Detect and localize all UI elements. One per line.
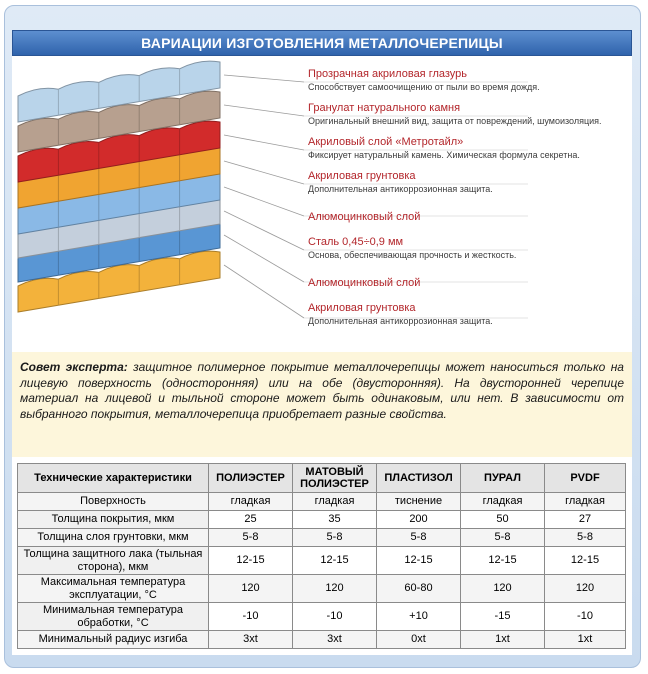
table-cell: -10	[545, 603, 626, 631]
layers-diagram	[12, 56, 632, 352]
header-cell: Технические характеристики	[18, 464, 209, 493]
leader-line	[224, 265, 304, 318]
header-cell: ПУРАЛ	[461, 464, 545, 493]
table-row	[18, 631, 626, 649]
table-cell: гладкая	[545, 493, 626, 511]
leader-line	[224, 105, 304, 116]
table-cell: 200	[377, 511, 461, 529]
table-row	[18, 529, 626, 547]
table-cell: 5-8	[209, 529, 293, 547]
layer-label-8	[308, 302, 493, 327]
table-cell: 3xt	[209, 631, 293, 649]
layer-label-7	[308, 277, 420, 290]
layer-heading: Гранулат натурального камня	[308, 102, 461, 114]
table-cell: 50	[461, 511, 545, 529]
layer-heading: Алюмоцинковый слой	[308, 211, 421, 223]
table-cell: 120	[461, 575, 545, 603]
table-cell: 5-8	[545, 529, 626, 547]
row-label: Толщина слоя грунтовки, мкм	[18, 529, 209, 547]
leader-line	[224, 75, 304, 82]
table-row	[18, 575, 626, 603]
header-cell: МАТОВЫЙ ПОЛИЭСТЕР	[293, 464, 377, 493]
page-title: ВАРИАЦИИ ИЗГОТОВЛЕНИЯ МЕТАЛЛОЧЕРЕПИЦЫ	[12, 30, 632, 56]
table-cell: -10	[209, 603, 293, 631]
leader-line	[224, 235, 304, 282]
layer-sub: Основа, обеспечивающая прочность и жесткость.	[308, 250, 517, 260]
row-label: Максимальная температура эксплуатации, °С	[18, 575, 209, 603]
row-label: Минимальная температура обработки, °С	[18, 603, 209, 631]
header-cell: ПОЛИЭСТЕР	[209, 464, 293, 493]
row-label: Поверхность	[18, 493, 209, 511]
layer-sub: Дополнительная антикоррозионная защита.	[308, 316, 493, 326]
layer-label-6	[308, 236, 516, 261]
table-cell: гладкая	[209, 493, 293, 511]
table-cell: 12-15	[545, 547, 626, 575]
table-cell: гладкая	[461, 493, 545, 511]
layer-sub: Дополнительная антикоррозионная защита.	[308, 184, 493, 194]
layer-label-5	[308, 211, 420, 224]
layer-sub: Способствует самоочищению от пыли во время дождя.	[308, 82, 540, 92]
table-cell: 5-8	[377, 529, 461, 547]
table-cell: 35	[293, 511, 377, 529]
table-cell: 120	[209, 575, 293, 603]
layer-label-1	[308, 68, 540, 93]
leader-line	[224, 211, 304, 250]
expert-advice	[12, 352, 632, 457]
layer-sub: Оригинальный внешний вид, защита от повреждений, шумоизоляция.	[308, 116, 602, 126]
table-cell: 12-15	[209, 547, 293, 575]
specs-table	[17, 463, 626, 649]
table-cell: 1xt	[545, 631, 626, 649]
table-row	[18, 511, 626, 529]
header-cell: PVDF	[545, 464, 626, 493]
row-label: Минимальный радиус изгиба	[18, 631, 209, 649]
advice-lead: Совет эксперта:	[20, 360, 128, 374]
layer-heading: Акриловый слой «Метротайл»	[308, 136, 464, 148]
layer-label-2	[308, 102, 602, 127]
table-cell: 120	[293, 575, 377, 603]
leader-line	[224, 187, 304, 216]
table-row	[18, 603, 626, 631]
table-cell: +10	[377, 603, 461, 631]
table-cell: 3xt	[293, 631, 377, 649]
header-cell: ПЛАСТИЗОЛ	[377, 464, 461, 493]
table-cell: 1xt	[461, 631, 545, 649]
table-row	[18, 547, 626, 575]
row-label: Толщина покрытия, мкм	[18, 511, 209, 529]
leader-line	[224, 135, 304, 150]
leader-line	[224, 161, 304, 184]
table-cell: 12-15	[293, 547, 377, 575]
layer-heading: Сталь 0,45÷0,9 мм	[308, 236, 404, 248]
table-header-row	[18, 464, 626, 493]
layer-heading: Акриловая грунтовка	[308, 302, 416, 314]
table-cell: 27	[545, 511, 626, 529]
layer-heading: Прозрачная акриловая глазурь	[308, 68, 468, 80]
table-cell: 5-8	[461, 529, 545, 547]
table-cell: -15	[461, 603, 545, 631]
table-cell: 5-8	[293, 529, 377, 547]
table-cell: тиснение	[377, 493, 461, 511]
table-cell: 120	[545, 575, 626, 603]
table-cell: 12-15	[461, 547, 545, 575]
layer-label-4	[308, 170, 493, 195]
row-label: Толщина защитного лака (тыльная сторона), мкм	[18, 547, 209, 575]
layer-heading: Акриловая грунтовка	[308, 170, 416, 182]
table-cell: 0xt	[377, 631, 461, 649]
advice-text: защитное полимерное покрытие металлочерепицы может наноситься только на лицевую поверхность (односторонняя) или на обе (двусторонняя). На двусторонней черепице материал на лицевой и тыльной стороне может быть одинаковым, или нет. В зависимости от выбранного покрытия, металлочерепица приобретает разные свойства.	[20, 360, 624, 421]
layer-heading: Алюмоцинковый слой	[308, 277, 421, 289]
table-cell: -10	[293, 603, 377, 631]
layer-sub: Фиксирует натуральный камень. Химическая формула секретна.	[308, 150, 580, 160]
table-cell: 12-15	[377, 547, 461, 575]
table-cell: гладкая	[293, 493, 377, 511]
table-cell: 25	[209, 511, 293, 529]
specs-table-wrap	[12, 457, 632, 655]
layer-label-3	[308, 136, 580, 161]
table-cell: 60-80	[377, 575, 461, 603]
table-row	[18, 493, 626, 511]
